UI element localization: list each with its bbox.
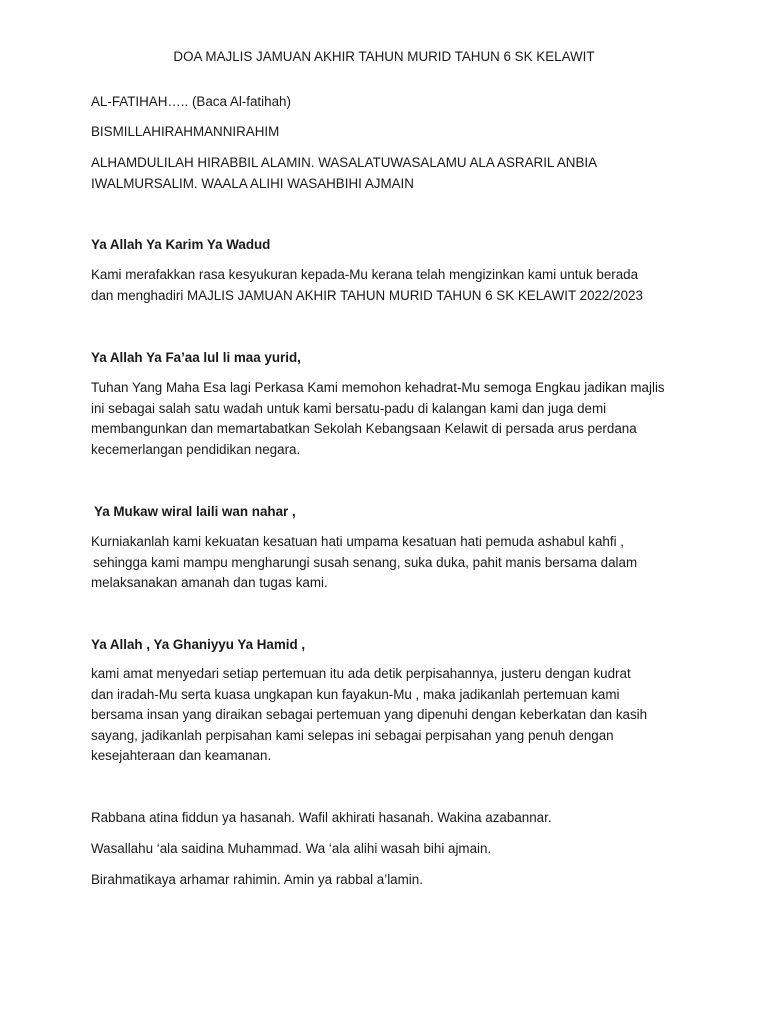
paragraph-line: Kami merafakkan rasa kesyukuran kepada-Mu kerana telah mengizinkan kami untuk berada <box>91 267 639 282</box>
section-paragraph <box>91 378 691 460</box>
paragraph-line: membangunkan dan memartabatkan Sekolah Kebangsaan Kelawit di persada arus perdana <box>91 421 637 436</box>
closing-line: Birahmatikaya arhamar rahimin. Amin ya rabbal a’lamin. <box>91 872 423 887</box>
section-heading: Ya Mukaw wiral laili wan nahar , <box>94 504 296 519</box>
fatihah-line: AL-FATIHAH….. (Baca Al-fatihah) <box>91 94 291 109</box>
section-paragraph <box>91 532 691 594</box>
paragraph-line: kesejahteraan dan keamanan. <box>91 748 272 763</box>
paragraph-line: ini sebagai salah satu wadah untuk kami bersatu-padu di kalangan kami dan juga demi <box>91 400 607 416</box>
section-paragraph <box>91 664 691 767</box>
paragraph-line: sehingga kami mampu mengharungi susah senang, suka duka, pahit manis bersama dalam <box>93 554 638 570</box>
paragraph-line: Tuhan Yang Maha Esa lagi Perkasa Kami memohon kehadrat-Mu semoga Engkau jadikan majlis <box>91 380 665 395</box>
document-title: DOA MAJLIS JAMUAN AKHIR TAHUN MURID TAHUN 6 SK KELAWIT <box>173 49 595 64</box>
closing-line: Wasallahu ‘ala saidina Muhammad. Wa ‘ala alihi wasah bihi ajmain. <box>91 841 492 856</box>
section-paragraph <box>91 265 691 306</box>
paragraph-line: kecemerlangan pendidikan negara. <box>91 441 301 457</box>
paragraph-line: melaksanakan amanah dan tugas kami. <box>91 575 328 590</box>
paragraph-line: kami amat menyedari setiap pertemuan itu ada detik perpisahannya, justeru dengan kudrat <box>91 666 631 681</box>
section-heading: Ya Allah Ya Karim Ya Wadud <box>91 237 271 252</box>
paragraph-line: dan menghadiri MAJLIS JAMUAN AKHIR TAHUN MURID TAHUN 6 SK KELAWIT 2022/2023 <box>91 287 643 303</box>
paragraph-line: bersama insan yang diraikan sebagai pertemuan yang dipenuhi dengan keberkatan dan kasih <box>91 707 648 722</box>
paragraph-line: sayang, jadikanlah perpisahan kami selepas ini sebagai perpisahan yang penuh dengan <box>91 727 614 743</box>
paragraph-line: dan iradah-Mu serta kuasa ungkapan kun fayakun-Mu , maka jadikanlah pertemuan kami <box>91 686 620 702</box>
section-heading: Ya Allah , Ya Ghaniyyu Ya Hamid , <box>91 637 306 652</box>
paragraph-line: ALHAMDULILAH HIRABBIL ALAMIN. WASALATUWASALAMU ALA ASRARIL ANBIA <box>91 155 598 170</box>
paragraph-line: IWALMURSALIM. WAALA ALIHI WASAHBIHI AJMAIN <box>91 175 414 191</box>
closing-line: Rabbana atina fiddun ya hasanah. Wafil akhirati hasanah. Wakina azabannar. <box>91 810 552 825</box>
section-heading: Ya Allah Ya Fa’aa lul li maa yurid, <box>91 350 301 365</box>
bismillah-line: BISMILLAHIRAHMANNIRAHIM <box>91 124 280 139</box>
paragraph-line: Kurniakanlah kami kekuatan kesatuan hati umpama kesatuan hati pemuda ashabul kahfi , <box>91 534 624 549</box>
alhamdulilah-paragraph <box>91 153 691 194</box>
